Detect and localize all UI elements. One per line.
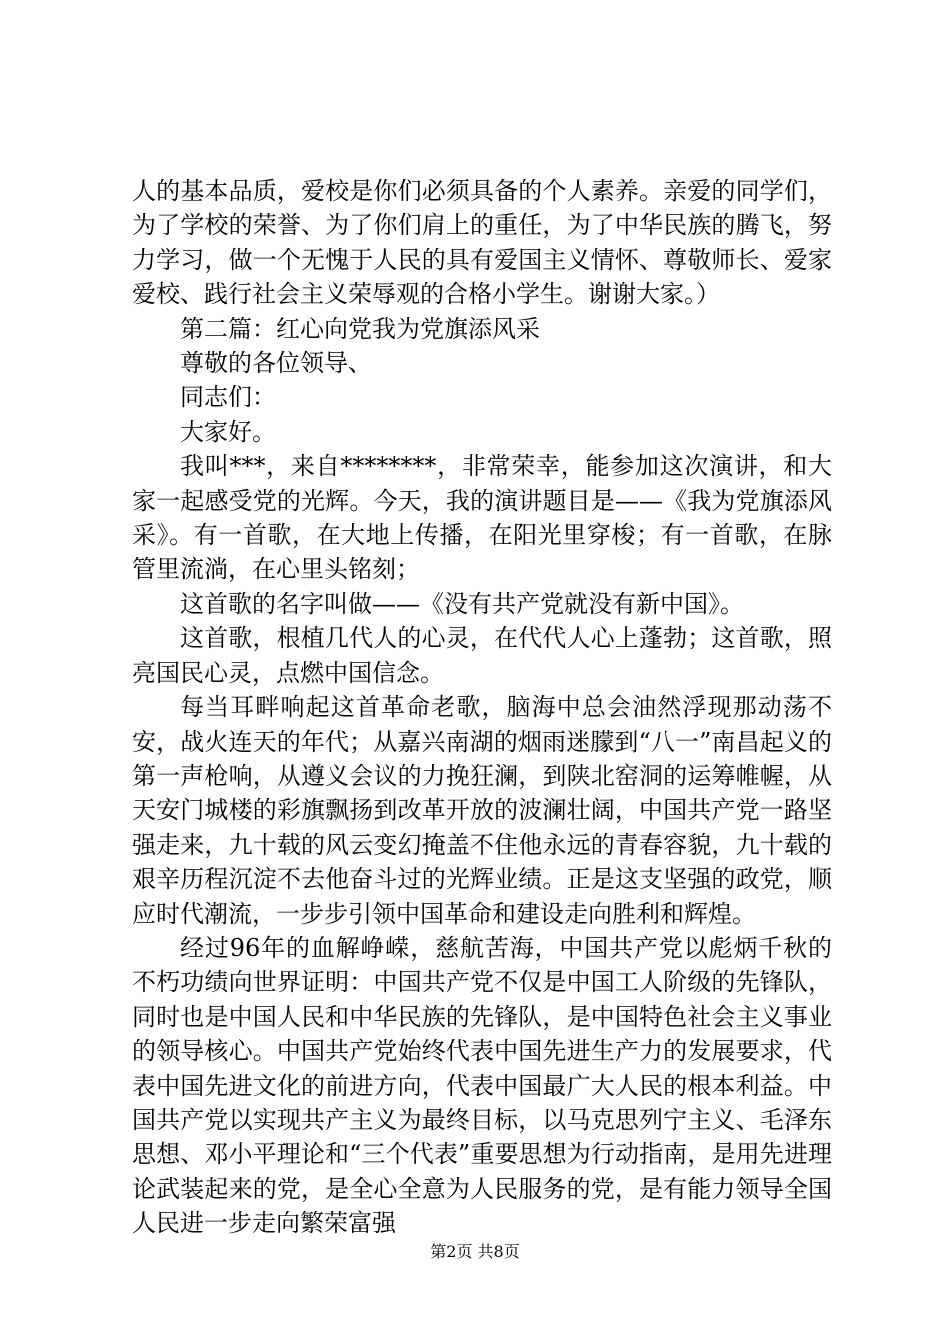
paragraph-history: 每当耳畔响起这首革命老歌，脑海中总会油然浮现那动荡不安，战火连天的年代；从嘉兴南湖的烟雨迷朦到“八一”南昌起义的第一声枪响，从遵义会议的力挽狂澜，到陕北窑洞的运筹帷幄，从天安门城楼的彩旗飘扬到改革开放的波澜壮阔，中国共产党一路坚强走来，九十载的风云变幻掩盖不住他永远的青春容貌，九十载的艰辛历程沉淀不去他奋斗过的光辉业绩。正是这支坚强的政党，顺应时代潮流，一步步引领中国革命和建设走向胜利和辉煌。 — [132, 693, 832, 928]
document-body — [132, 174, 832, 1241]
paragraph-song-name: 这首歌的名字叫做——《没有共产党就没有新中国》。 — [180, 589, 744, 618]
paragraph-song-roots: 这首歌，根植几代人的心灵，在代代人心上蓬勃；这首歌，照亮国民心灵，点燃中国信念。 — [132, 624, 832, 687]
page-footer: 第2页 共8页 — [430, 1242, 520, 1261]
greeting: 大家好。 — [180, 417, 276, 446]
salutation-comrades: 同志们： — [180, 383, 276, 412]
salutation-leaders: 尊敬的各位领导、 — [180, 349, 372, 378]
paragraph-achievements: 经过96年的血解峥嵘，慈航苦海，中国共产党以彪炳千秋的不朽功绩向世界证明：中国共产党不仅是中国工人阶级的先锋队，同时也是中国人民和中华民族的先锋队，是中国特色社会主义事业的领导核心。中国共产党始终代表中国先进生产力的发展要求，代表中国先进文化的前进方向，代表中国最广大人民的根本利益。中国共产党以实现共产主义为最终目标，以马克思列宁主义、毛泽东思想、邓小平理论和“三个代表”重要思想为行动指南，是用先进理论武装起来的党，是全心全意为人民服务的党，是有能力领导全国人民进一步走向繁荣富强 — [132, 933, 832, 1238]
section-heading: 第二篇：红心向党我为党旗添风采 — [180, 314, 540, 343]
paragraph-continuation: 人的基本品质，爱校是你们必须具备的个人素养。亲爱的同学们，为了学校的荣誉、为了你们肩上的重任，为了中华民族的腾飞，努力学习，做一个无愧于人民的具有爱国主义情怀、尊敬师长、爱家爱校、践行社会主义荣辱观的合格小学生。谢谢大家。） — [132, 177, 832, 309]
paragraph-intro: 我叫***，来自********，非常荣幸，能参加这次演讲，和大家一起感受党的光辉。今天，我的演讲题目是——《我为党旗添风采》。有一首歌，在大地上传播，在阳光里穿梭；有一首歌，在脉管里流淌，在心里头铭刻； — [132, 452, 832, 584]
